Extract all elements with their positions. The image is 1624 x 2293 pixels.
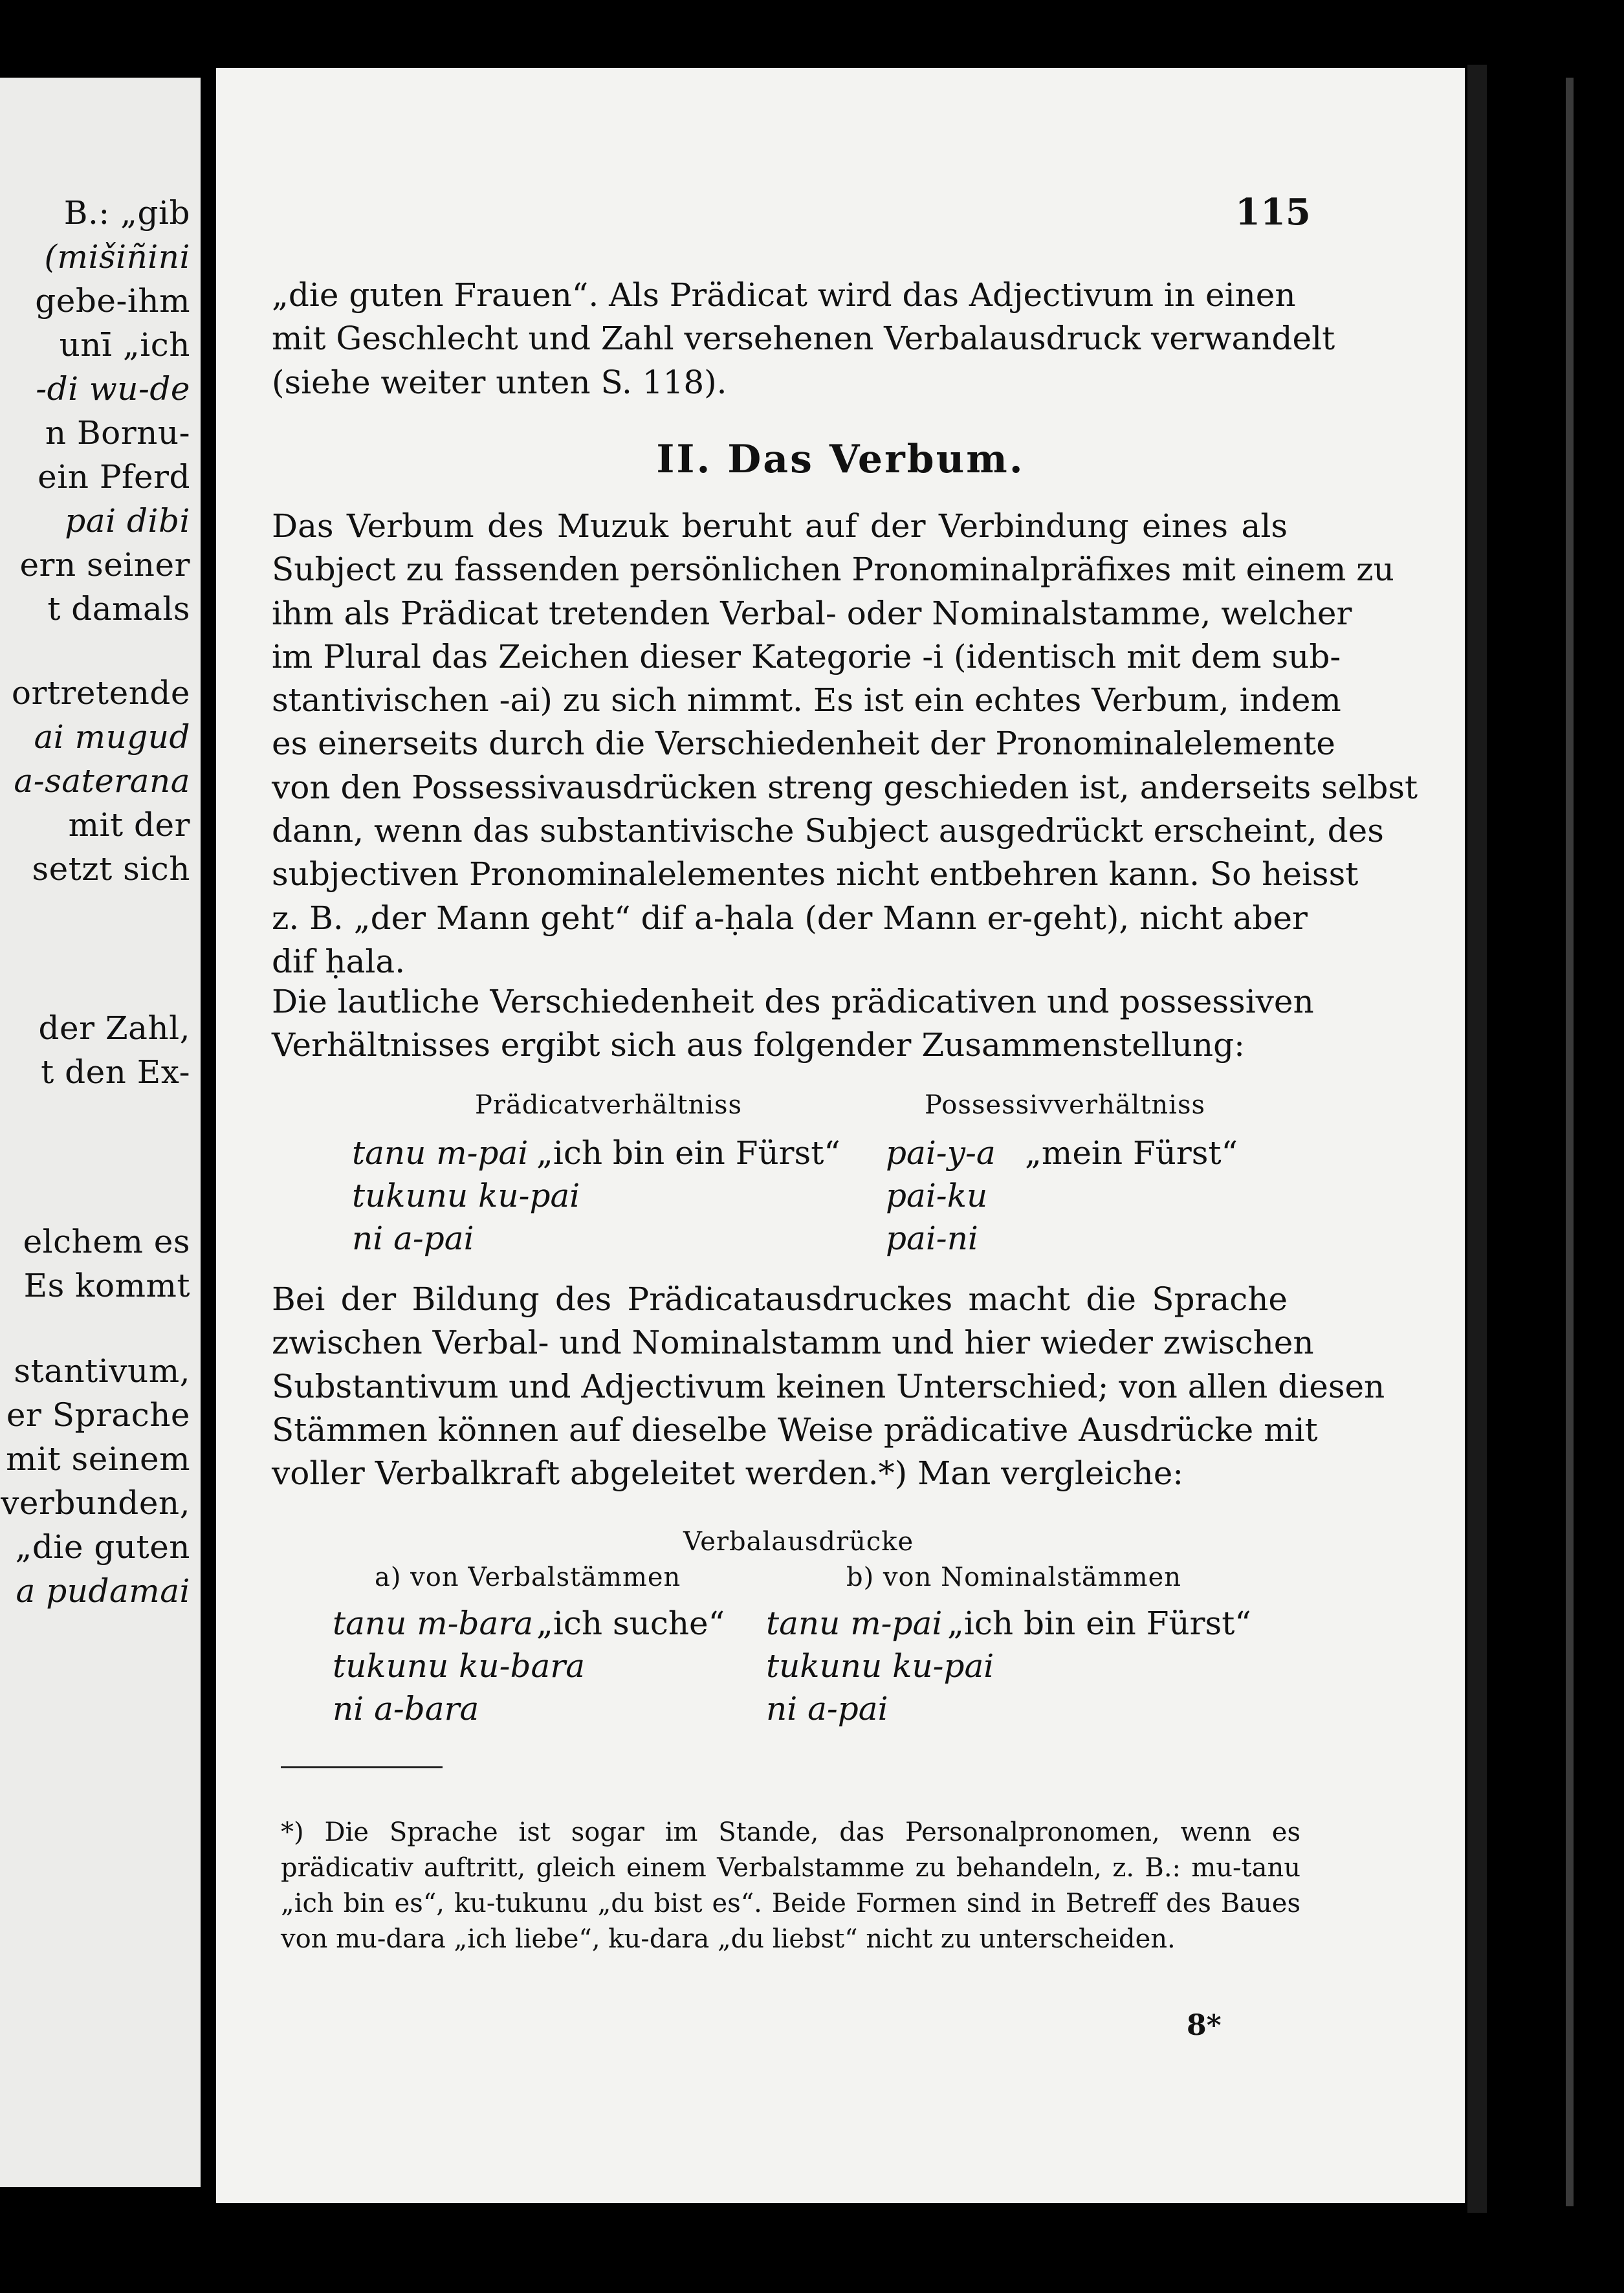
left-page-line: er Sprache bbox=[6, 1396, 190, 1434]
table2-right-form bbox=[766, 1605, 942, 1642]
table2-right-form bbox=[766, 1647, 994, 1685]
paragraph-line: Subject zu fassenden persönlichen Pronominalpräfixes mit einem zu bbox=[272, 551, 1394, 589]
footnote-line: „ich bin es“, ku-tukunu „du bist es“. Beide Formen sind in Betreff des Baues bbox=[281, 1889, 1300, 1918]
table1-right-form bbox=[886, 1220, 978, 1257]
footnote-line: *) Die Sprache ist sogar im Stande, das Personalpronomen, wenn es bbox=[281, 1817, 1300, 1847]
left-page-line: setzt sich bbox=[32, 850, 190, 888]
paragraph-line: z. B. „der Mann geht“ dif a-ḥala (der Mann er-geht), nicht aber bbox=[272, 899, 1308, 937]
left-page-line: a pudamai bbox=[16, 1572, 190, 1610]
left-page-line: t den Ex- bbox=[41, 1053, 190, 1091]
paragraph-line: subjectiven Pronominalelementes nicht entbehren kann. So heisst bbox=[272, 855, 1359, 894]
footnote bbox=[281, 1815, 1300, 1957]
example-form: tukunu ku-pai bbox=[352, 1177, 580, 1214]
left-page-line: ai mugud bbox=[34, 718, 190, 756]
example-form: tanu m-pai bbox=[766, 1605, 943, 1642]
table2-head-right: b) von Nominalstämmen bbox=[846, 1563, 1182, 1592]
table1-left-form bbox=[352, 1177, 580, 1214]
example-form: tukunu ku-pai bbox=[766, 1647, 994, 1685]
paragraph-line: Stämmen können auf dieselbe Weise prädicative Ausdrücke mit bbox=[272, 1410, 1318, 1449]
page-edge-shadow bbox=[1566, 78, 1574, 2206]
example-form: tanu m-bara bbox=[333, 1605, 534, 1642]
table1-right-form bbox=[886, 1177, 987, 1214]
left-page-line: -di wu-de bbox=[36, 370, 190, 408]
footnote-line: prädicativ auftritt, gleich einem Verbalstamme zu behandeln, z. B.: mu-tanu bbox=[281, 1853, 1300, 1883]
table1-left-form bbox=[352, 1134, 528, 1172]
paragraph-line: Substantivum und Adjectivum keinen Unterschied; von allen diesen bbox=[272, 1367, 1385, 1405]
paragraph-line: Die lautliche Verschiedenheit des prädicativen und possessiven bbox=[272, 983, 1314, 1020]
book-page bbox=[216, 68, 1465, 2203]
example-form: pai-ku bbox=[886, 1177, 988, 1214]
left-page-line: (mišiñini bbox=[44, 238, 190, 276]
table2-left-gloss: „ich suche“ bbox=[536, 1605, 725, 1642]
table1-left-gloss: „ich bin ein Fürst“ bbox=[536, 1134, 840, 1172]
example-form: tukunu ku-bara bbox=[333, 1647, 586, 1685]
left-page-line: mit seinem bbox=[6, 1440, 190, 1478]
paragraph-line: im Plural das Zeichen dieser Kategorie -i (identisch mit dem sub- bbox=[272, 637, 1341, 675]
paragraph-4 bbox=[272, 1278, 1385, 1495]
left-page-line: verbunden, bbox=[1, 1484, 190, 1522]
left-page-line: n Bornu- bbox=[45, 414, 190, 452]
table2-title: Verbalausdrücke bbox=[683, 1527, 914, 1557]
left-page-line: a-saterana bbox=[14, 762, 190, 800]
paragraph-line: Bei der Bildung des Prädicatausdruckes macht die Sprache bbox=[272, 1280, 1288, 1318]
left-page-line: t damals bbox=[47, 590, 190, 628]
example-form: tanu m-pai bbox=[352, 1134, 529, 1172]
table1-head-right: Possessivverhältniss bbox=[925, 1090, 1206, 1120]
example-form: pai-y-a bbox=[886, 1134, 996, 1172]
footnote-rule bbox=[281, 1766, 443, 1768]
table1-right-gloss: „mein Fürst“ bbox=[1025, 1134, 1238, 1172]
footnote-line: von mu-dara „ich liebe“, ku-dara „du liebst“ nicht zu unterscheiden. bbox=[281, 1924, 1176, 1954]
paragraph-1 bbox=[272, 274, 1335, 404]
table2-left-form bbox=[333, 1647, 585, 1685]
paragraph-line: voller Verbalkraft abgeleitet werden.*) Man vergleiche: bbox=[272, 1454, 1184, 1493]
signature-mark: 8* bbox=[1187, 2009, 1222, 2042]
left-page-line: ern seiner bbox=[19, 546, 190, 584]
paragraph-line: mit Geschlecht und Zahl versehenen Verbalausdruck verwandelt bbox=[272, 320, 1335, 358]
left-page-line: gebe-ihm bbox=[35, 282, 190, 320]
paragraph-line: dif ḥala. bbox=[272, 942, 406, 980]
paragraph-line: zwischen Verbal- und Nominalstamm und hier wieder zwischen bbox=[272, 1324, 1314, 1362]
table1-head-left: Prädicatverhältniss bbox=[475, 1090, 743, 1120]
table2-head-left: a) von Verbalstämmen bbox=[375, 1563, 681, 1592]
table2-right-gloss: „ich bin ein Fürst“ bbox=[947, 1605, 1251, 1642]
left-page-line: elchem es bbox=[23, 1223, 190, 1260]
left-page-line: B.: „gib bbox=[63, 194, 190, 232]
left-page-line: ein Pferd bbox=[38, 458, 190, 496]
left-page-line: „die guten bbox=[15, 1528, 190, 1566]
paragraph-line: es einerseits durch die Verschiedenheit der Pronominalelemente bbox=[272, 725, 1335, 763]
paragraph-line: „die guten Frauen“. Als Prädicat wird das Adjectivum in einen bbox=[272, 276, 1296, 314]
left-page-line: unī „ich bbox=[59, 326, 190, 364]
paragraph-line: dann, wenn das substantivische Subject ausgedrückt erscheint, des bbox=[272, 812, 1384, 850]
paragraph-3 bbox=[272, 980, 1314, 1068]
left-page-line: ortretende bbox=[11, 674, 190, 712]
paragraph-2 bbox=[272, 505, 1418, 983]
left-page-fragment bbox=[0, 78, 201, 2187]
table1-left-form bbox=[352, 1220, 474, 1257]
example-form: ni a-pai bbox=[766, 1690, 888, 1728]
table2-left-form bbox=[333, 1605, 533, 1642]
example-form: pai-ni bbox=[886, 1220, 978, 1257]
paragraph-line: von den Possessivausdrücken streng geschieden ist, anderseits selbst bbox=[272, 768, 1418, 806]
left-page-line: stantivum, bbox=[14, 1352, 190, 1390]
paragraph-line: ihm als Prädicat tretenden Verbal- oder Nominalstamme, welcher bbox=[272, 594, 1352, 632]
paragraph-line: Das Verbum des Muzuk beruht auf der Verbindung eines als bbox=[272, 507, 1288, 545]
left-page-line: pai dibi bbox=[65, 502, 190, 540]
page-number: 115 bbox=[1235, 191, 1311, 234]
paragraph-line: stantivischen -ai) zu sich nimmt. Es ist ein echtes Verbum, indem bbox=[272, 681, 1341, 719]
table2-right-form bbox=[766, 1690, 888, 1728]
example-form: ni a-bara bbox=[333, 1690, 479, 1728]
table1-right-form bbox=[886, 1134, 996, 1172]
paragraph-line: (siehe weiter unten S. 118). bbox=[272, 363, 727, 401]
table2-left-form bbox=[333, 1690, 479, 1728]
left-page-line: Es kommt bbox=[23, 1267, 190, 1304]
left-page-line: mit der bbox=[68, 806, 190, 844]
left-page-line: der Zahl, bbox=[38, 1009, 190, 1047]
example-form: ni a-pai bbox=[352, 1220, 474, 1257]
section-heading: II. Das Verbum. bbox=[656, 437, 1025, 482]
page-edge bbox=[1467, 65, 1487, 2213]
paragraph-line: Verhältnisses ergibt sich aus folgender Zusammenstellung: bbox=[272, 1026, 1245, 1064]
